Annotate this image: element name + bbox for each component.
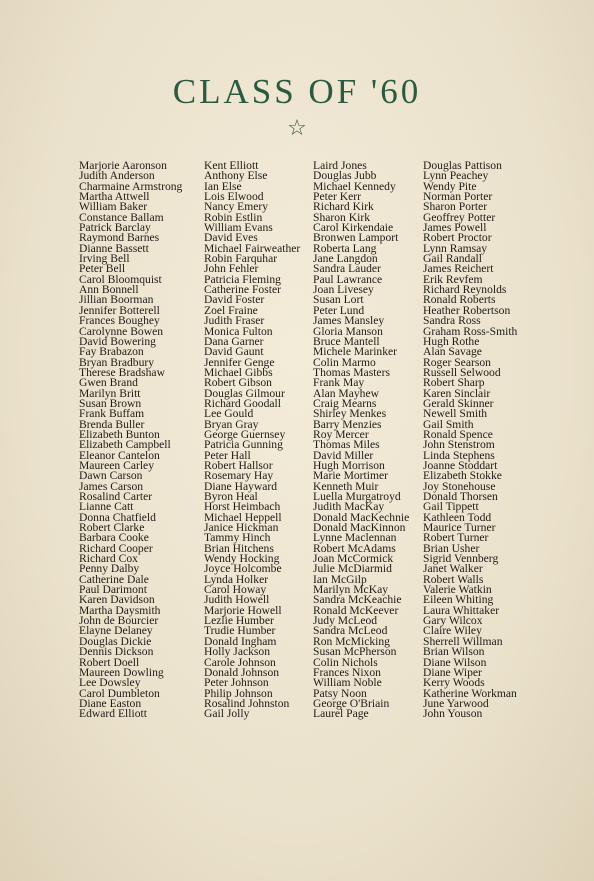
student-name: Shirley Menkes [313,407,387,421]
student-name: Douglas Gilmour [204,386,285,400]
student-name: Wendy Hocking [204,552,280,566]
student-name: Diane Wilson [423,655,487,669]
student-name: Therese Bradshaw [79,365,165,379]
student-name: Gary Wilcox [423,614,483,628]
student-name: Peter Bell [79,262,126,276]
student-name: Bryan Gray [204,417,259,431]
student-name: Alan Mayhew [313,386,380,400]
student-name: Robert Walls [423,572,484,586]
student-name: Diane Easton [79,696,142,710]
student-name: Frank May [313,376,365,390]
student-name: Richard Cooper [79,541,153,555]
student-name: Eileen Whiting [423,593,494,607]
student-name: Philip Johnson [204,686,273,700]
student-name: Brian Usher [423,541,480,555]
student-name: Lynda Holker [204,572,269,586]
student-name: Janet Walker [423,562,483,576]
student-name: Bruce Mantell [313,334,380,348]
student-name: David Gaunt [204,345,264,359]
student-name: Anthony Else [204,169,268,183]
student-name: Richard Kirk [313,200,374,214]
student-name: Ronald McKeever [313,603,399,617]
student-name: Carole Johnson [204,655,276,669]
student-name: Richard Reynolds [423,283,507,297]
student-name: Rosalind Carter [79,490,153,503]
student-name: Lynn Ramsay [423,241,488,255]
student-name: Graham Ross-Smith [423,324,518,338]
student-name: Sherrell Willman [423,634,503,648]
student-name: Peter Hall [204,448,251,462]
student-name: Marilyn Britt [79,386,141,400]
student-name: Gerald Skinner [423,396,494,410]
student-name: Edward Elliott [79,707,147,721]
student-name: Martha Attwell [79,190,150,204]
student-name: Sandra Lauder [313,262,381,276]
student-name: Eleanor Cantelon [79,448,160,462]
student-name: Gail Tippett [423,500,479,514]
student-name: Judith Fraser [204,314,265,328]
student-name: Monica Fulton [204,324,273,338]
student-name: Richard Goodall [204,396,281,410]
student-name: Diane Hayward [204,479,278,493]
student-name: Lois Elwood [204,190,264,204]
student-name: Kenneth Muir [313,479,379,493]
student-name: Maureen Carley [79,458,155,472]
student-name: Ronald Roberts [423,293,496,307]
student-name: Barry Menzies [313,417,382,431]
student-name: James Reichert [423,262,494,276]
student-name: Marie Mortimer [313,469,389,483]
student-name: Heather Robertson [423,303,511,317]
student-name: Thomas Miles [313,438,380,452]
student-name: David Bowering [79,334,156,348]
student-name: Gloria Manson [313,324,383,338]
student-name: Ian McGilp [313,572,367,586]
student-name: Claire Wiley [423,624,482,638]
student-name: Valerie Watkin [423,583,492,597]
student-name: Newell Smith [423,407,488,421]
student-name: Michael Kennedy [313,179,396,193]
student-name: Michael Heppell [204,510,282,524]
student-name: Thomas Masters [313,365,390,379]
student-name: Tammy Hinch [204,531,271,545]
student-name: Nancy Emery [204,200,269,214]
student-name: William Noble [313,676,382,690]
student-name: Colin Marmo [313,355,376,369]
student-name: Robert Proctor [423,231,492,245]
student-name: Donna Chatfield [79,510,156,524]
student-name: Penny Dalby [79,562,140,576]
student-name: Joanne Stoddart [423,458,498,472]
student-name: Carolynne Bowen [79,324,164,338]
student-name: James Powell [423,221,487,235]
student-name: Lezlie Humber [204,614,274,628]
student-name: Marilyn McKay [313,583,389,597]
student-name: George O'Briain [313,696,390,710]
student-name: Dawn Carson [79,469,143,483]
student-name: Douglas Pattison [423,159,502,172]
student-name: William Evans [204,221,273,235]
student-name: Raymond Barnes [79,231,160,245]
student-name: Robin Estlin [204,210,263,224]
student-name: Barbara Cooke [79,531,149,545]
student-name: Gail Jolly [204,707,250,721]
student-name: Susan McPherson [313,645,397,659]
student-name: David Foster [204,293,265,307]
student-name: Constance Ballam [79,210,164,224]
student-name: Frank Buffam [79,407,145,421]
student-name: Alan Savage [423,345,482,359]
student-name: Geoffrey Potter [423,210,496,224]
student-name: Jennifer Genge [204,355,275,369]
student-name: Peter Kerr [313,190,361,204]
student-name: Wendy Pite [423,179,477,193]
student-name: Russell Selwood [423,365,501,379]
name-columns [0,161,594,861]
student-name: Fay Brabazon [79,345,144,359]
student-name: Maurice Turner [423,521,496,535]
student-name: Irving Bell [79,252,130,266]
student-name: Paul Lawrance [313,272,383,286]
student-name: Lee Dowsley [79,676,141,690]
student-name: Robert Clarke [79,521,145,535]
student-name: Hugh Rothe [423,334,480,348]
student-name: Ann Bonnell [79,283,139,297]
student-name: Norman Porter [423,190,493,204]
student-name: Martha Daysmith [79,603,161,617]
student-name: Judith MacKay [313,500,385,514]
student-name: June Yarwood [423,696,489,710]
student-name: Sharon Kirk [313,210,370,224]
student-name: Sigrid Vennberg [423,552,499,566]
student-name: Robert Hallsor [204,458,273,472]
student-name: Jillian Boorman [79,293,154,307]
student-name: Donald Ingham [204,634,277,648]
student-name: Lynne Maclennan [313,531,397,545]
student-name: Lianne Catt [79,500,134,514]
student-name: Susan Lort [313,293,364,307]
student-name: Sandra Ross [423,314,481,328]
student-name: Bryan Bradbury [79,355,155,369]
student-name: Dana Garner [204,334,264,348]
student-name: Peter Lund [313,303,365,317]
student-name: Luella Murgatroyd [313,490,401,503]
student-name: Karen Davidson [79,593,155,607]
student-name: Elizabeth Bunton [79,427,160,441]
student-name: Brian Wilson [423,645,485,659]
student-name: Katherine Workman [423,686,517,700]
student-name: Donald Thorsen [423,490,498,503]
student-name: David Miller [313,448,374,462]
student-name: Brian Hitchens [204,541,274,555]
student-name: Trudie Humber [204,624,276,638]
student-name: Donald MacKechnie [313,510,410,524]
student-name: Sandra McLeod [313,624,388,638]
student-name: Ronald Spence [423,427,493,441]
name-column-3 [313,161,409,720]
student-name: James Carson [79,479,144,493]
student-name: Douglas Dickie [79,634,152,648]
student-name: Laird Jones [313,159,367,172]
student-name: Ron McMicking [313,634,390,648]
student-name: John Stenstrom [423,438,495,452]
student-name: Julie McDiarmid [313,562,392,576]
student-name: Kent Elliott [204,159,259,172]
student-name: Dianne Bassett [79,241,149,255]
student-name: Patricia Fleming [204,272,281,286]
student-name: Kathleen Todd [423,510,492,524]
student-name: Karen Sinclair [423,386,491,400]
student-name: Judith Anderson [79,169,155,183]
student-name: Patsy Noon [313,686,367,700]
student-name: Elayne Delaney [79,624,153,638]
student-name: Paul Darimont [79,583,147,597]
student-name: Rosalind Johnston [204,696,290,710]
star-icon: ☆ [287,116,307,141]
student-name: Roger Searson [423,355,491,369]
student-name: Rosemary Hay [204,469,274,483]
student-name: David Eves [204,231,258,245]
student-name: Robert Sharp [423,376,485,390]
student-name: Catherine Foster [204,283,281,297]
student-name: Jennifer Botterell [79,303,160,317]
student-name: Carol Howay [204,583,267,597]
student-name: Carol Bloomquist [79,272,162,286]
student-name: Jane Langdon [313,252,378,266]
student-name: Byron Heal [204,490,258,503]
student-name: Gail Smith [423,417,474,431]
student-name: Robert Doell [79,655,140,669]
student-name: Elizabeth Stokke [423,469,502,483]
name-column-1 [79,161,182,720]
student-name: Janice Hickman [204,521,279,535]
student-name: Craig Mearns [313,396,377,410]
student-name: Gail Randall [423,252,482,266]
student-name: Charmaine Armstrong [79,179,183,193]
student-name: Judith Howell [204,593,270,607]
student-name: Bronwen Lamport [313,231,399,245]
student-name: Diane Wiper [423,665,482,679]
name-column-4 [423,161,517,720]
student-name: Elizabeth Campbell [79,438,171,452]
student-name: Robert McAdams [313,541,396,555]
student-name: Brenda Buller [79,417,145,431]
student-name: Peter Johnson [204,676,269,690]
student-name: Joan Livesey [313,283,374,297]
student-name: Catherine Dale [79,572,149,586]
student-name: Joan McCormick [313,552,394,566]
student-name: Michael Fairweather [204,241,301,255]
student-name: Ian Else [204,179,242,193]
student-name: Sandra McKeachie [313,593,402,607]
student-name: Robert Gibson [204,376,272,390]
student-name: John Youson [423,707,483,721]
student-name: James Mansley [313,314,385,328]
student-name: Sharon Porter [423,200,488,214]
student-name: Lynn Peachey [423,169,489,183]
student-name: Holly Jackson [204,645,271,659]
student-name: Frances Boughey [79,314,160,328]
student-name: Laurel Page [313,707,369,721]
student-name: John de Bourcier [79,614,159,628]
student-name: Horst Heimbach [204,500,281,514]
student-name: Patrick Barclay [79,221,151,235]
student-name: Richard Cox [79,552,138,566]
student-name: Donald MacKinnon [313,521,406,535]
student-name: Donald Johnson [204,665,280,679]
student-name: Dennis Dickson [79,645,154,659]
student-name: Linda Stephens [423,448,495,462]
student-name: Michele Marinker [313,345,398,359]
page-title: CLASS OF '60 [172,72,422,111]
student-name: Laura Whittaker [423,603,500,617]
student-name: Hugh Morrison [313,458,385,472]
student-name: Roberta Lang [313,241,377,255]
student-name: Patricia Gunning [204,438,283,452]
student-name: Frances Nixon [313,665,381,679]
student-name: Joyce Holcombe [204,562,282,576]
student-name: Roy Mercer [313,427,369,441]
student-name: Douglas Jubb [313,169,377,183]
student-name: William Baker [79,200,148,214]
student-name: Zoel Fraine [204,303,258,317]
student-name: Marjorie Howell [204,603,282,617]
name-column-2 [204,161,300,720]
student-name: Colin Nichols [313,655,378,669]
student-name: George Guernsey [204,427,286,441]
student-name: Erik Revfem [423,272,483,286]
student-name: Marjorie Aaronson [79,159,167,172]
student-name: Joy Stonehouse [423,479,496,493]
student-name: Robert Turner [423,531,489,545]
student-name: John Fehler [204,262,259,276]
student-name: Lee Gould [204,407,254,421]
student-name: Susan Brown [79,396,142,410]
student-name: Robin Farquhar [204,252,278,266]
student-name: Maureen Dowling [79,665,164,679]
student-name: Carol Dumbleton [79,686,160,700]
student-name: Carol Kirkendaie [313,221,394,235]
student-name: Judy McLeod [313,614,378,628]
student-name: Michael Gibbs [204,365,273,379]
student-name: Gwen Brand [79,376,138,390]
student-name: Kerry Woods [423,676,485,690]
